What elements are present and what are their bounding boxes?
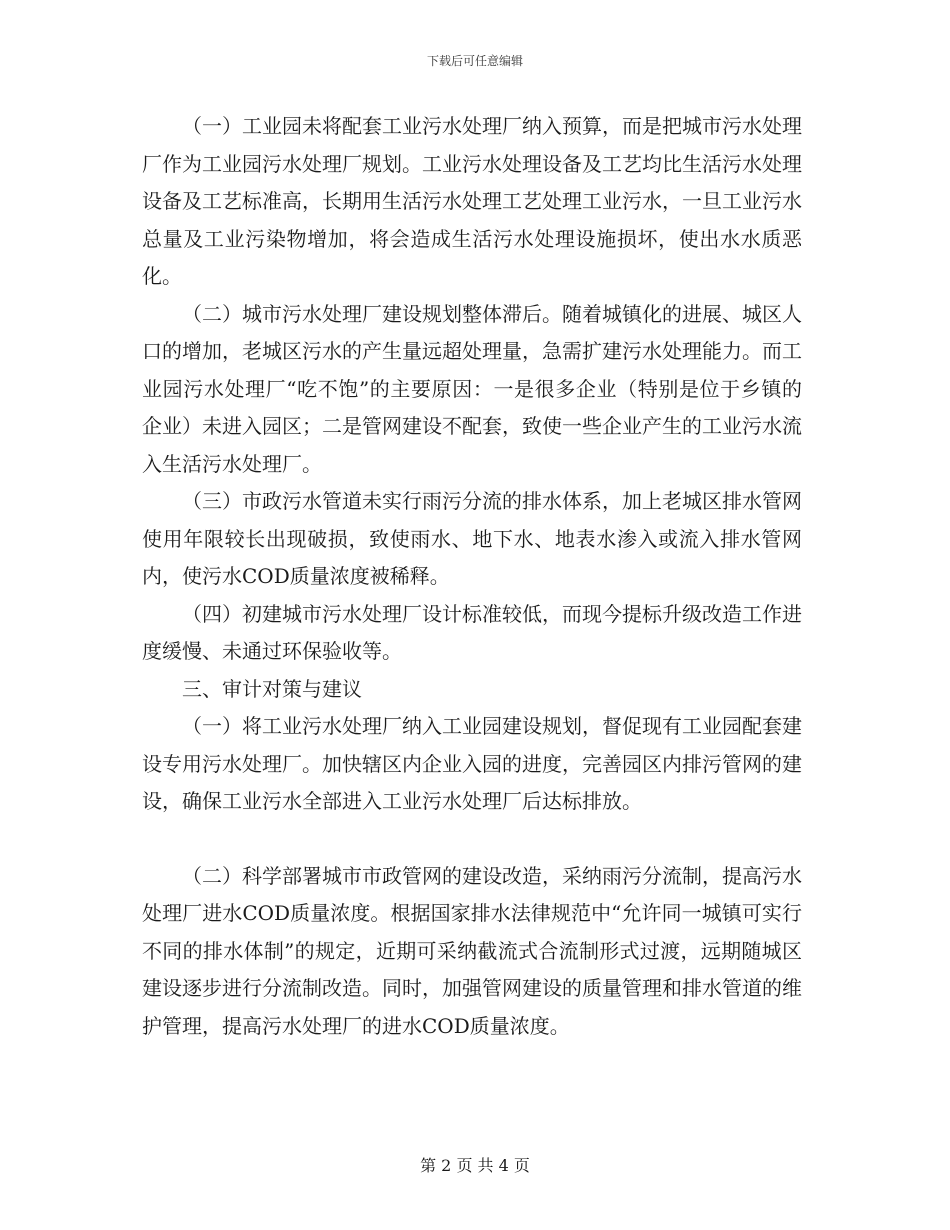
- paragraph-4: （四）初建城市污水处理厂设计标准较低，而现今提标升级改造工作进度缓慢、未通过环保验收等。: [142, 601, 802, 663]
- paragraph-6: （二）科学部署城市市政管网的建设改造，采纳雨污分流制，提高污水处理厂进水COD质量浓度。根据国家排水法律规范中“允许同一城镇可实行不同的排水体制”的规定，近期可采纳截流式合流制形式过渡，远期随城区建设逐步进行分流制改造。同时，加强管网建设的质量管理和排水管道的维护管理，提高污水处理厂的进水COD质量浓度。: [142, 863, 802, 1038]
- paragraph-1: （一）工业园未将配套工业污水处理厂纳入预算，而是把城市污水处理厂作为工业园污水处理厂规划。工业污水处理设备及工艺均比生活污水处理设备及工艺标准高，长期用生活污水处理工艺处理工业污水，一旦工业污水总量及工业污染物增加，将会造成生活污水处理设施损坏，使出水水质恶化。: [142, 114, 802, 288]
- header-note: 下载后可任意编辑: [426, 54, 523, 68]
- page-number: 第 2 页 共 4 页: [420, 1156, 530, 1175]
- paragraph-3: （三）市政污水管道未实行雨污分流的排水体系，加上老城区排水管网使用年限较长出现破损，致使雨水、地下水、地表水渗入或流入排水管网内，使污水COD质量浓度被稀释。: [142, 489, 802, 588]
- section-heading: 三、审计对策与建议: [182, 676, 362, 701]
- paragraph-5: （一）将工业污水处理厂纳入工业园建设规划，督促现有工业园配套建设专用污水处理厂。加快辖区内企业入园的进度，完善园区内排污管网的建设，确保工业污水全部进入工业污水处理厂后达标排放。: [142, 714, 802, 813]
- paragraph-2: （二）城市污水处理厂建设规划整体滞后。随着城镇化的进展、城区人口的增加，老城区污水的产生量远超处理量，急需扩建污水处理能力。而工业园污水处理厂“吃不饱”的主要原因：一是很多企业（特别是位于乡镇的企业）未进入园区；二是管网建设不配套，致使一些企业产生的工业污水流入生活污水处理厂。: [142, 301, 802, 476]
- document-body: [142, 108, 802, 1045]
